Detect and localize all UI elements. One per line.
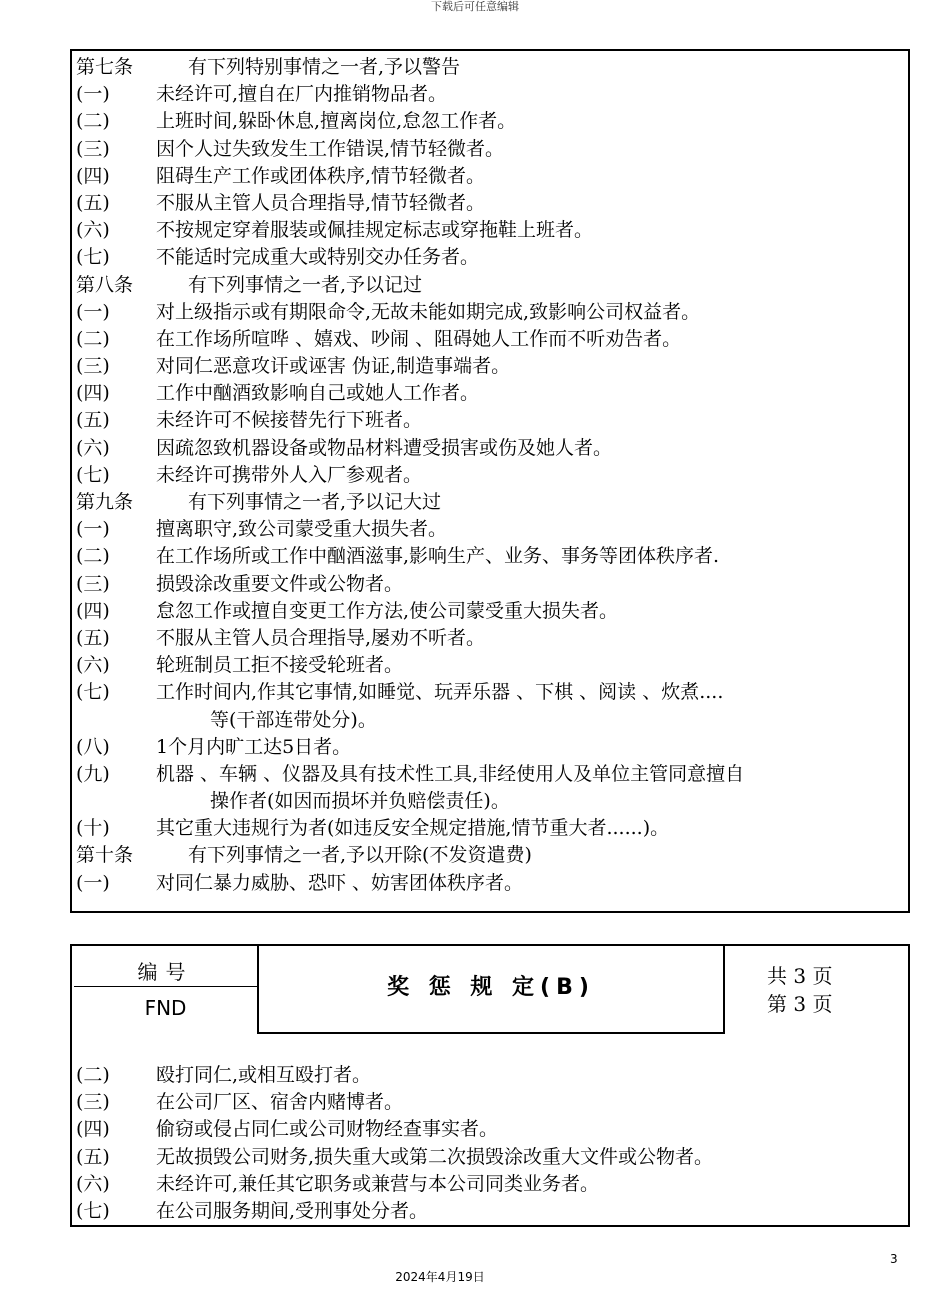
rule-item bbox=[76, 1089, 904, 1116]
rule-item bbox=[76, 217, 904, 244]
rule-text: 无故损毁公司财务,损失重大或第二次损毁涂改重大文件或公物者。 bbox=[156, 1145, 714, 1168]
rule-text: 等(干部连带处分)。 bbox=[210, 708, 377, 731]
item-number: (七) bbox=[76, 463, 110, 486]
rule-item bbox=[76, 625, 904, 652]
rule-item bbox=[76, 1062, 904, 1089]
item-number: (九) bbox=[76, 762, 110, 785]
footer-date: 2024年4月19日 bbox=[395, 1270, 485, 1284]
rule-item bbox=[76, 299, 904, 326]
rule-text: 操作者(如因而损坏并负赔偿责任)。 bbox=[210, 790, 510, 813]
rule-text: 擅离职守,致公司蒙受重大损失者。 bbox=[156, 518, 448, 541]
rule-text: 在公司服务期间,受刑事处分者。 bbox=[156, 1199, 429, 1222]
rule-text: 工作中酗酒致影响自己或她人工作者。 bbox=[156, 382, 480, 405]
rule-item bbox=[76, 81, 904, 108]
item-number: (七) bbox=[76, 246, 110, 269]
article-number: 第九条 bbox=[76, 491, 134, 513]
rule-item bbox=[76, 1116, 904, 1143]
item-number: (七) bbox=[76, 681, 110, 704]
rule-item bbox=[76, 815, 904, 842]
rule-item bbox=[76, 761, 904, 788]
rule-item bbox=[76, 707, 904, 734]
rule-text: 不按规定穿着服装或佩挂规定标志或穿拖鞋上班者。 bbox=[156, 219, 594, 242]
item-number: (四) bbox=[76, 382, 110, 405]
rule-text: 对同仁暴力威胁、恐吓 、妨害团体秩序者。 bbox=[156, 871, 524, 894]
item-number: (五) bbox=[76, 409, 110, 432]
rule-text: 其它重大违规行为者(如违反安全规定措施,情节重大者......)。 bbox=[156, 817, 670, 840]
page-info bbox=[767, 962, 832, 1018]
rule-item bbox=[76, 1171, 904, 1198]
rule-text: 1个月内旷工达5日者。 bbox=[156, 735, 352, 758]
rule-text: 未经许可,擅自在厂内推销物品者。 bbox=[156, 83, 448, 106]
rule-item bbox=[76, 108, 904, 135]
item-number: (五) bbox=[76, 1145, 110, 1168]
rule-item bbox=[76, 462, 904, 489]
article-title: 有下列事情之一者,予以记过 bbox=[188, 273, 423, 296]
rule-item bbox=[76, 543, 904, 570]
article-number: 第七条 bbox=[76, 56, 134, 78]
item-number: (六) bbox=[76, 436, 110, 459]
item-number: (一) bbox=[76, 300, 110, 323]
rule-item bbox=[76, 380, 904, 407]
item-number: (一) bbox=[76, 871, 110, 894]
rule-item bbox=[76, 407, 904, 434]
item-number: (三) bbox=[76, 572, 110, 595]
rule-item bbox=[76, 598, 904, 625]
rule-text: 在工作场所喧哗 、嬉戏、吵闹 、阻碍她人工作而不听劝告者。 bbox=[156, 327, 682, 350]
rule-text: 因个人过失致发生工作错误,情节轻微者。 bbox=[156, 137, 505, 160]
rule-text: 损毁涂改重要文件或公物者。 bbox=[156, 572, 404, 595]
item-number: (十) bbox=[76, 817, 110, 840]
rule-item bbox=[76, 788, 904, 815]
article-title: 有下列特别事情之一者,予以警告 bbox=[188, 56, 461, 78]
rule-item bbox=[76, 244, 904, 271]
rule-text: 阻碍生产工作或团体秩序,情节轻微者。 bbox=[156, 164, 486, 187]
divider bbox=[74, 986, 257, 987]
rule-text: 工作时间内,作其它事情,如睡觉、玩弄乐器 、下棋 、阅读 、炊煮.... bbox=[156, 681, 724, 704]
item-number: (四) bbox=[76, 599, 110, 622]
item-number: (三) bbox=[76, 1091, 110, 1114]
doc-code-cell bbox=[74, 946, 257, 1036]
current-page: 第 3 页 bbox=[767, 992, 833, 1016]
article-title: 有下列事情之一者,予以记大过 bbox=[188, 491, 442, 513]
rule-item bbox=[76, 516, 904, 543]
rule-text: 因疏忽致机器设备或物品材料遭受损害或伤及她人者。 bbox=[156, 436, 613, 459]
rule-text: 偷窃或侵占同仁或公司财物经查事实者。 bbox=[156, 1118, 499, 1141]
top-note: 下载后可任意编辑 bbox=[431, 0, 519, 13]
rule-text: 上班时间,躲卧休息,擅离岗位,怠忽工作者。 bbox=[156, 110, 517, 133]
rules-list-1 bbox=[76, 54, 904, 897]
item-number: (五) bbox=[76, 191, 110, 214]
rule-item bbox=[76, 190, 904, 217]
rule-item bbox=[76, 734, 904, 761]
rule-item bbox=[76, 1144, 904, 1171]
article-heading bbox=[76, 842, 904, 869]
article-heading bbox=[76, 54, 904, 81]
rule-text: 未经许可,兼任其它职务或兼营与本公司同类业务者。 bbox=[156, 1172, 600, 1195]
article-heading bbox=[76, 272, 904, 299]
item-number: (七) bbox=[76, 1199, 110, 1222]
rules-section-1 bbox=[70, 49, 910, 913]
doc-title-cell bbox=[257, 944, 725, 1034]
rule-text: 在公司厂区、宿舍内赌博者。 bbox=[156, 1091, 404, 1114]
rule-text: 不服从主管人员合理指导,屡劝不听者。 bbox=[156, 626, 486, 649]
article-heading bbox=[76, 489, 904, 516]
rule-text: 轮班制员工拒不接受轮班者。 bbox=[156, 654, 404, 677]
item-number: (二) bbox=[76, 110, 110, 133]
item-number: (六) bbox=[76, 654, 110, 677]
rule-item bbox=[76, 870, 904, 897]
rule-text: 对上级指示或有期限命令,无故未能如期完成,致影响公司权益者。 bbox=[156, 300, 701, 323]
rule-text: 怠忽工作或擅自变更工作方法,使公司蒙受重大损失者。 bbox=[156, 599, 619, 622]
rule-text: 在工作场所或工作中酗酒滋事,影响生产、业务、事务等团体秩序者. bbox=[156, 545, 720, 568]
doc-title: 奖 惩 规 定(B) bbox=[387, 975, 595, 1000]
item-number: (二) bbox=[76, 1064, 110, 1086]
item-number: (三) bbox=[76, 355, 110, 378]
item-number: (二) bbox=[76, 327, 110, 350]
rule-item bbox=[76, 136, 904, 163]
item-number: (三) bbox=[76, 137, 110, 160]
rule-text: 未经许可不候接替先行下班者。 bbox=[156, 409, 423, 432]
rule-text: 不能适时完成重大或特别交办任务者。 bbox=[156, 246, 480, 269]
article-number: 第八条 bbox=[76, 273, 134, 296]
item-number: (四) bbox=[76, 1118, 110, 1141]
rules-section-2 bbox=[70, 944, 910, 1227]
item-number: (六) bbox=[76, 1172, 110, 1195]
item-number: (四) bbox=[76, 164, 110, 187]
item-number: (八) bbox=[76, 735, 110, 758]
page-number: 3 bbox=[890, 1252, 898, 1266]
item-number: (五) bbox=[76, 626, 110, 649]
rule-item bbox=[76, 435, 904, 462]
rule-text: 未经许可携带外人入厂参观者。 bbox=[156, 463, 423, 486]
doc-code-label: 编号 bbox=[137, 960, 194, 984]
rule-item bbox=[76, 571, 904, 598]
rule-text: 不服从主管人员合理指导,情节轻微者。 bbox=[156, 191, 486, 214]
rule-text: 机器 、车辆 、仪器及具有技术性工具,非经使用人及单位主管同意擅自 bbox=[156, 762, 745, 785]
rule-item bbox=[76, 1198, 904, 1225]
item-number: (六) bbox=[76, 219, 110, 242]
rule-item bbox=[76, 652, 904, 679]
doc-code-value: FND bbox=[144, 996, 187, 1020]
item-number: (二) bbox=[76, 545, 110, 568]
item-number: (一) bbox=[76, 518, 110, 541]
rule-item bbox=[76, 353, 904, 380]
article-title: 有下列事情之一者,予以开除(不发资遣费) bbox=[188, 844, 532, 867]
item-number: (一) bbox=[76, 83, 110, 106]
rule-text: 殴打同仁,或相互殴打者。 bbox=[156, 1064, 372, 1086]
article-number: 第十条 bbox=[76, 844, 134, 867]
rules-list-2 bbox=[76, 1062, 904, 1225]
rule-text: 对同仁恶意攻讦或诬害 伪证,制造事端者。 bbox=[156, 355, 511, 378]
rule-item bbox=[76, 326, 904, 353]
rule-item bbox=[76, 679, 904, 706]
rule-item bbox=[76, 163, 904, 190]
total-pages: 共 3 页 bbox=[767, 964, 833, 988]
